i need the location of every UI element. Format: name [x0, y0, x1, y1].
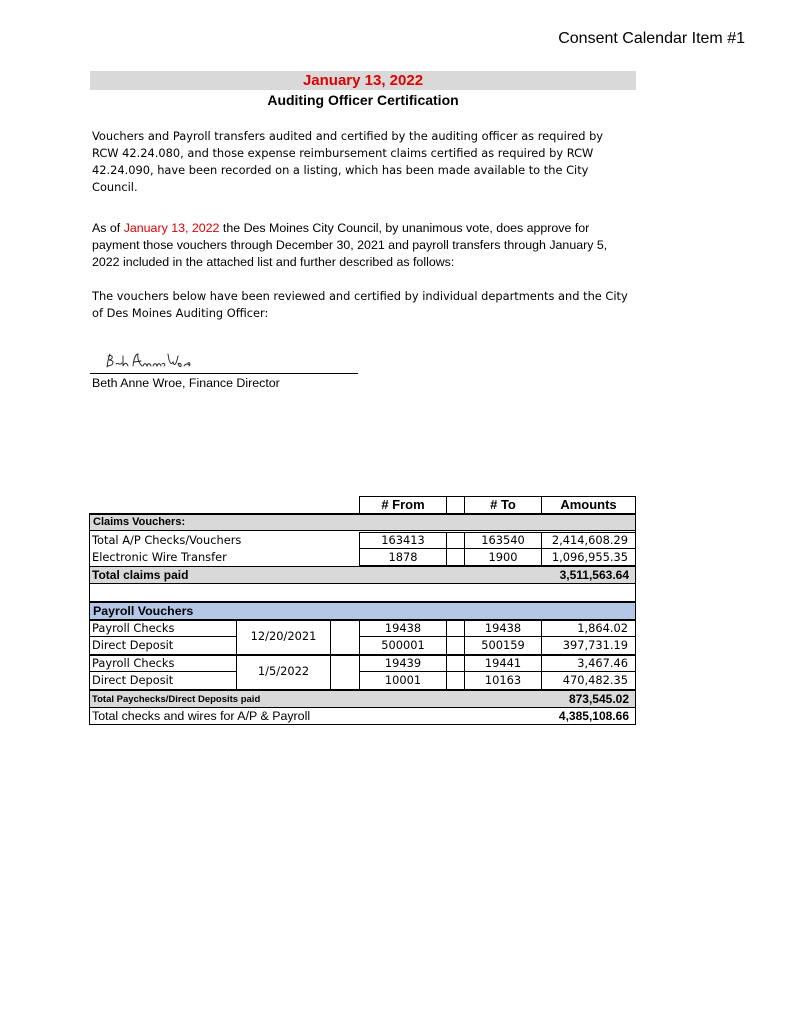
page-title: Auditing Officer Certification — [267, 92, 459, 108]
row-rule — [89, 636, 236, 637]
payroll-row-amount: 1,864.02 — [541, 620, 636, 637]
payroll-row-amount: 470,482.35 — [541, 671, 636, 690]
claims-row-label: Electronic Wire Transfer — [92, 550, 227, 564]
certification-paragraph: Vouchers and Payroll transfers audited and certified by the auditing officer as required by RCW 42.24.080, and those expense reimbursement claims certified as required by RCW 42.24.090, have been recorded on a listing, which has been made available to the City Council. — [92, 129, 604, 194]
claims-row-from: 1878 — [359, 548, 447, 566]
handwritten-signature — [104, 350, 194, 372]
payroll-row-to: 19438 — [464, 620, 542, 637]
claims-row-spacer — [446, 532, 465, 549]
claims-section-header: Claims Vouchers: — [89, 514, 636, 531]
payroll-row-label: Payroll Checks — [92, 656, 175, 670]
payroll-row-label: Direct Deposit — [92, 638, 174, 652]
review-paragraph: The vouchers below have been reviewed and certified by individual departments and the City of Des Moines Auditing Officer: — [92, 289, 628, 320]
payroll-row-from: 19439 — [359, 655, 447, 672]
payroll-row-to: 500159 — [464, 636, 542, 655]
payroll-row-from: 19438 — [359, 620, 447, 637]
claims-total-label: Total claims paid — [92, 568, 189, 582]
claims-row-spacer — [446, 548, 465, 566]
payroll-row-spacer — [446, 655, 465, 672]
approval-text: the Des Moines City Council, by unanimous vote, does approve for payment those vouchers through December 30, 2021 and payroll transfers through January 5, 2022 included in the attached list and further described as follows: — [92, 221, 608, 269]
approval-date: January 13, 2022 — [123, 221, 220, 235]
payroll-row-from: 500001 — [359, 636, 447, 655]
payroll-row-amount: 397,731.19 — [541, 636, 636, 655]
payroll-row-to: 19441 — [464, 655, 542, 672]
spacer-row — [89, 584, 636, 602]
payroll-row-label: Direct Deposit — [92, 673, 174, 687]
consent-calendar-label: Consent Calendar Item #1 — [558, 30, 745, 47]
payroll-row-amount: 3,467.46 — [541, 655, 636, 672]
payroll-row-spacer — [446, 620, 465, 637]
title-banner — [90, 71, 636, 90]
grand-total-label: Total checks and wires for A/P & Payroll — [92, 709, 311, 723]
signer-name: Beth Anne Wroe, Finance Director — [92, 376, 280, 390]
approval-paragraph — [92, 220, 632, 271]
claims-row-to: 163540 — [464, 532, 542, 549]
claims-row-label: Total A/P Checks/Vouchers — [92, 533, 242, 547]
header-to: # To — [464, 496, 542, 514]
header-spacer — [446, 496, 465, 514]
header-from: # From — [359, 496, 447, 514]
payroll-group-date: 1/5/2022 — [257, 664, 310, 678]
payroll-group-date: 12/20/2021 — [250, 629, 317, 643]
payroll-row-to: 10163 — [464, 671, 542, 690]
claims-row-amount: 2,414,608.29 — [541, 532, 636, 549]
approval-prefix: As of — [92, 221, 124, 235]
claims-row-to: 1900 — [464, 548, 542, 566]
claims-row-from: 163413 — [359, 532, 447, 549]
claims-total-amount: 3,511,563.64 — [559, 568, 629, 582]
payroll-row-from: 10001 — [359, 671, 447, 690]
grand-total-amount: 4,385,108.66 — [558, 709, 629, 723]
payroll-total-amount: 873,545.02 — [568, 692, 629, 706]
certification-date: January 13, 2022 — [302, 72, 424, 89]
payroll-row-spacer — [446, 671, 465, 690]
row-rule — [89, 671, 236, 672]
claims-row-amount: 1,096,955.35 — [541, 548, 636, 566]
payroll-total-label: Total Paychecks/Direct Deposits paid — [92, 694, 261, 705]
payroll-section-header: Payroll Vouchers — [89, 602, 636, 620]
payroll-row-spacer — [446, 636, 465, 655]
signature-line — [90, 373, 358, 374]
header-amounts: Amounts — [541, 496, 636, 514]
payroll-row-label: Payroll Checks — [92, 621, 175, 635]
